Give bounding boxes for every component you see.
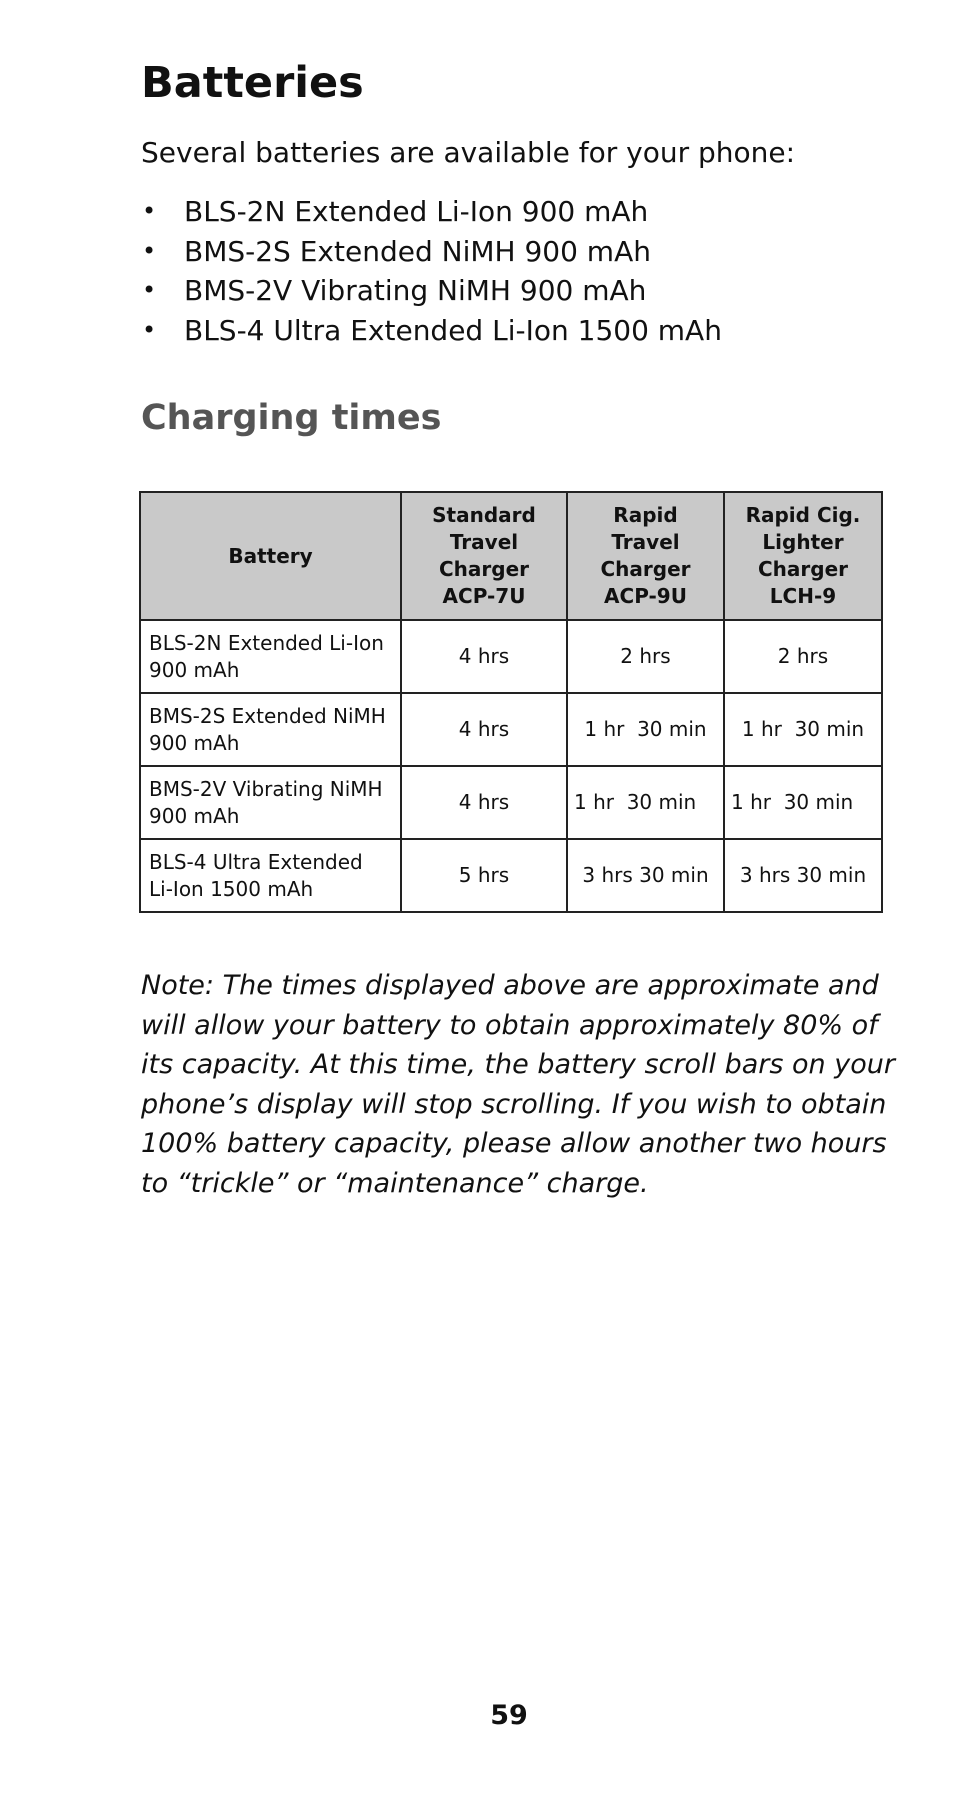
column-header-rapid-cig-lighter-charger: Rapid Cig. Lighter Charger LCH-9 (724, 492, 882, 620)
battery-list (141, 192, 722, 350)
charging-note: Note: The times displayed above are approximate and will allow your battery to obtain approximately 80% of its capacity. At this time, the battery scroll bars on your phone’s display will stop scrolling. If you wish to obtain 100% battery capacity, please allow another two hours to “trickle” or “maintenance” charge. (141, 970, 895, 1199)
time-cell: 4 hrs (401, 693, 567, 766)
battery-list-item-label: BMS-2V Vibrating NiMH 900 mAh (184, 274, 647, 307)
time-cell: 4 hrs (401, 766, 567, 839)
table-row (140, 620, 882, 693)
battery-cell: BMS-2V Vibrating NiMH 900 mAh (140, 766, 401, 839)
time-cell: 1 hr 30 min (567, 693, 724, 766)
battery-cell: BLS-2N Extended Li-Ion 900 mAh (140, 620, 401, 693)
battery-cell: BLS-4 Ultra Extended Li-Ion 1500 mAh (140, 839, 401, 912)
time-cell: 1 hr 30 min (567, 766, 724, 839)
time-cell: 2 hrs (724, 620, 882, 693)
time-cell: 3 hrs 30 min (724, 839, 882, 912)
section-title: Charging times (141, 398, 442, 438)
list-item (141, 311, 722, 351)
time-cell: 3 hrs 30 min (567, 839, 724, 912)
list-item (141, 192, 722, 232)
battery-list-item-label: BLS-4 Ultra Extended Li-Ion 1500 mAh (184, 313, 722, 347)
time-cell: 4 hrs (401, 620, 567, 693)
table-row (140, 766, 882, 839)
page-number: 59 (490, 1700, 528, 1731)
intro-text: Several batteries are available for your phone: (141, 136, 796, 169)
battery-cell: BMS-2S Extended NiMH 900 mAh (140, 693, 401, 766)
bullet-icon: • (142, 315, 157, 344)
list-item (141, 271, 722, 311)
column-header-battery: Battery (140, 492, 401, 620)
column-header-rapid-travel-charger: Rapid Travel Charger ACP-9U (567, 492, 724, 620)
battery-list-item-label: BMS-2S Extended NiMH 900 mAh (184, 234, 651, 268)
table-row (140, 693, 882, 766)
charging-times-table (139, 491, 883, 913)
bullet-icon: • (142, 236, 157, 265)
bullet-icon: • (142, 276, 157, 304)
table-header-row (140, 492, 882, 620)
battery-list-item-label: BLS-2N Extended Li-Ion 900 mAh (184, 195, 649, 228)
page-title: Batteries (141, 58, 364, 108)
bullet-icon: • (142, 197, 157, 225)
time-cell: 5 hrs (401, 839, 567, 912)
time-cell: 1 hr 30 min (724, 766, 882, 839)
column-header-standard-travel-charger: Standard Travel Charger ACP-7U (401, 492, 567, 620)
table-row (140, 839, 882, 912)
time-cell: 1 hr 30 min (724, 693, 882, 766)
list-item (141, 232, 722, 272)
time-cell: 2 hrs (567, 620, 724, 693)
